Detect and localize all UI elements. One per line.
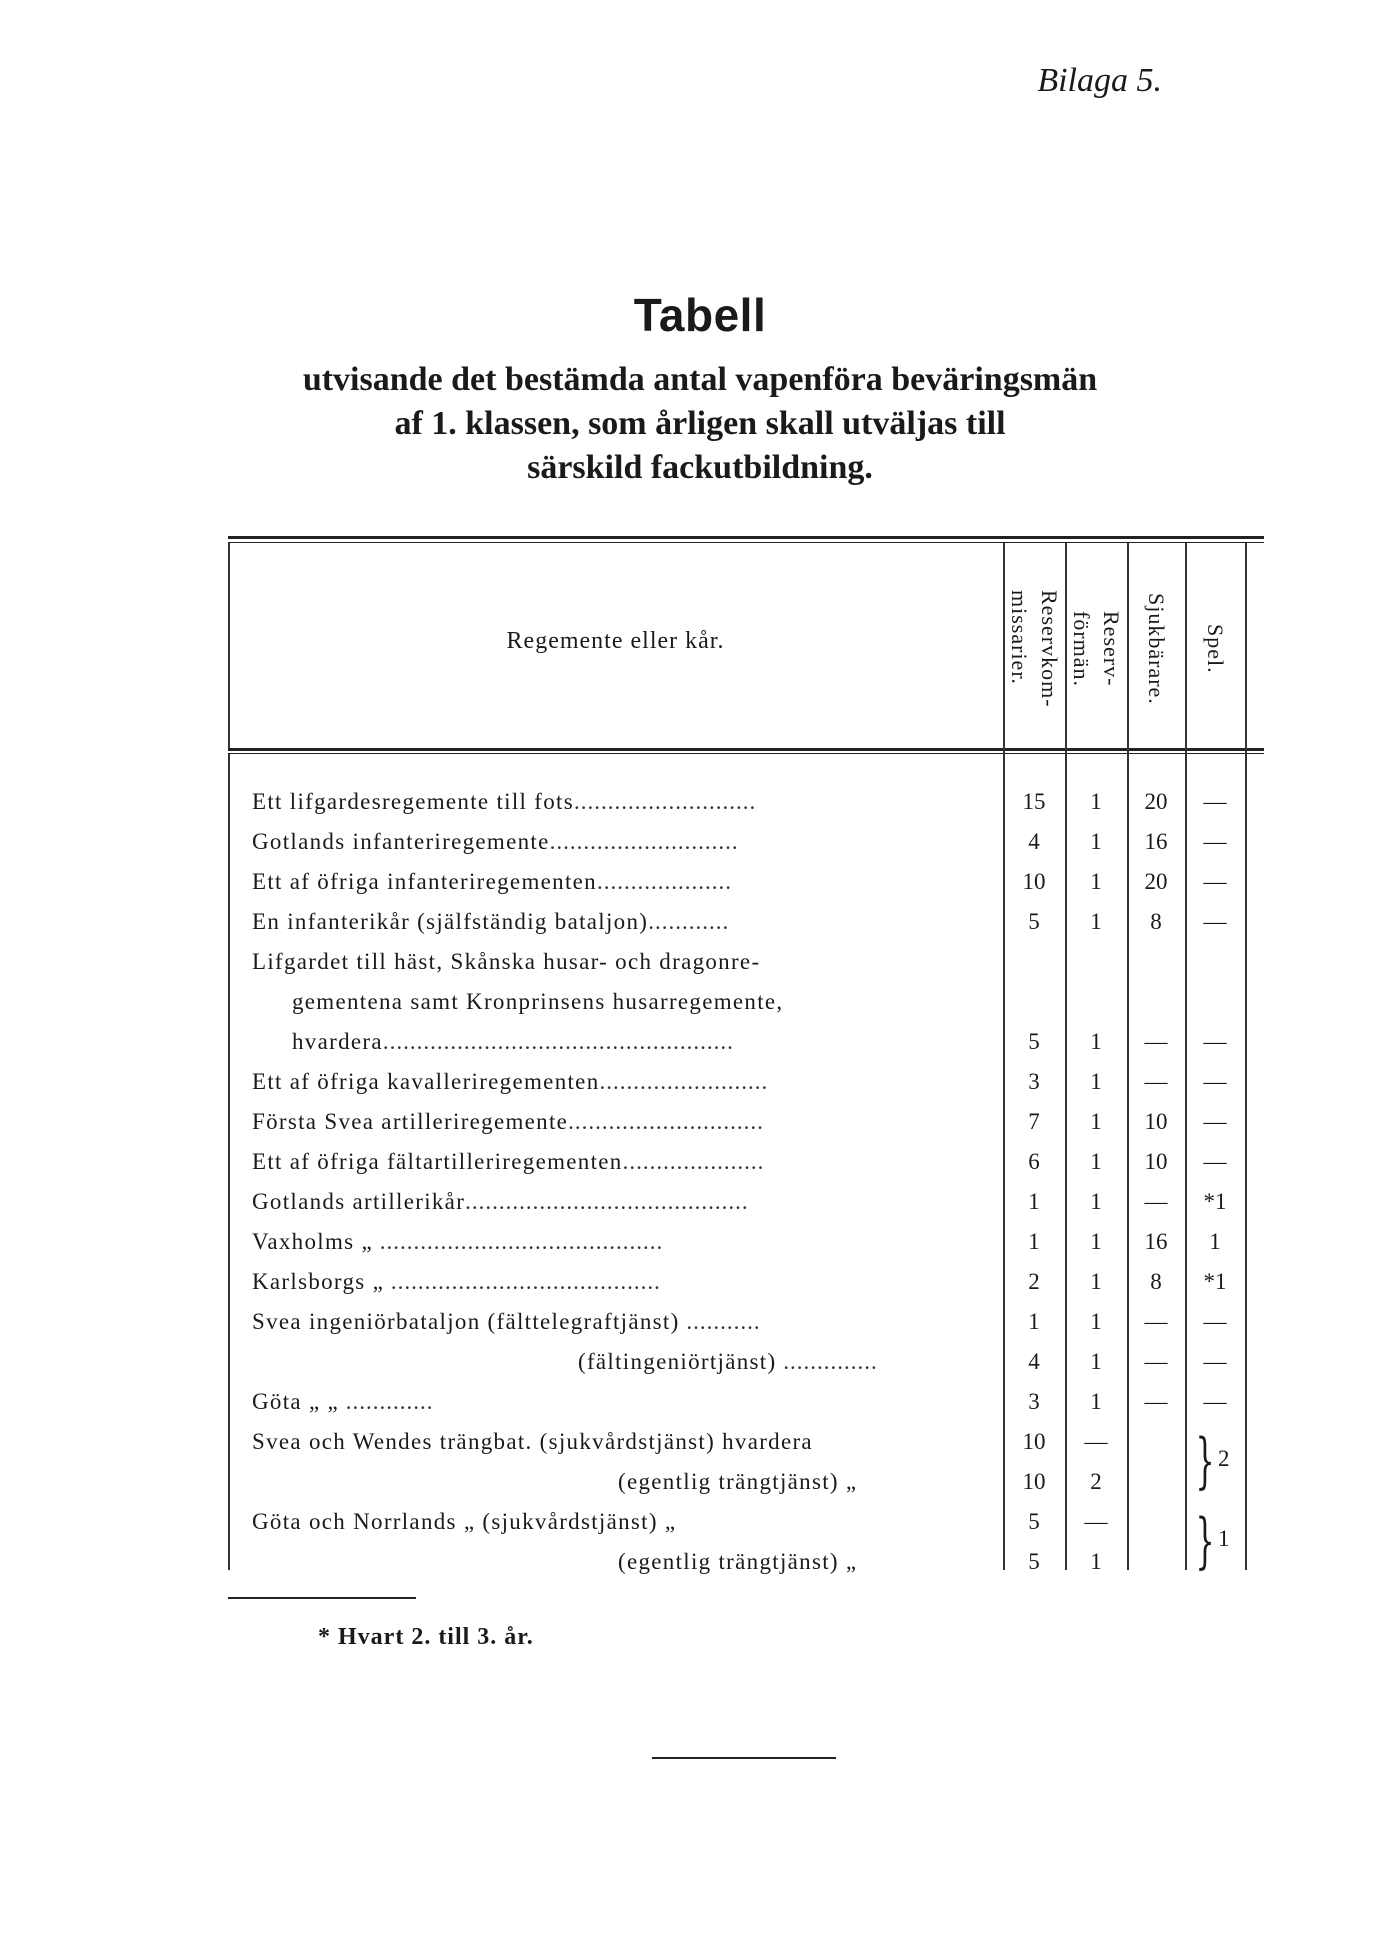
table-row: [228, 1262, 1264, 1302]
header-line: missarier.: [1007, 590, 1032, 686]
row-leader-dots: ..........................................: [465, 1189, 749, 1214]
table-cell: 1: [1209, 1229, 1221, 1254]
row-text: Göta och Norrlands „ (sjukvårdstjänst) „: [252, 1509, 677, 1534]
header-line: Reserv-: [1099, 610, 1124, 687]
brace-value: 2: [1218, 1446, 1230, 1471]
row-label: [252, 1182, 749, 1222]
table-cell: 1: [1090, 1269, 1102, 1294]
row-leader-dots: .............................: [568, 1109, 764, 1134]
row-leader-dots: ..............: [776, 1349, 878, 1374]
subtitle-line: särskild fackutbildning.: [527, 449, 873, 486]
table-cell: 3: [1028, 1389, 1040, 1414]
table-cell: 1: [1090, 829, 1102, 854]
table-cell: —: [1144, 1309, 1168, 1334]
table-cell: [1185, 1422, 1245, 1462]
table-cell: —: [1203, 1389, 1227, 1414]
row-label: [252, 782, 756, 822]
table-cell: 1: [1090, 1069, 1102, 1094]
row-leader-dots: ...........................: [573, 789, 757, 814]
table-cell: [1127, 1422, 1185, 1462]
row-label: [252, 1422, 813, 1462]
table-row: [228, 1342, 1264, 1382]
row-label: [618, 1542, 857, 1582]
row-text: Första Svea artilleriregemente: [252, 1109, 569, 1134]
row-text: Ett af öfriga fältartilleriregementen: [252, 1149, 623, 1174]
row-label: [252, 862, 732, 902]
table-row: [228, 1302, 1264, 1342]
table-cell: —: [1144, 1069, 1168, 1094]
table-cell: 4: [1028, 829, 1040, 854]
table-cell: 5: [1028, 1509, 1040, 1534]
row-leader-dots: .....................: [622, 1149, 765, 1174]
row-leader-dots: ....................: [596, 869, 732, 894]
row-text: Lifgardet till häst, Skånska husar- och dragonre-: [252, 949, 761, 974]
table-row: [228, 1502, 1264, 1542]
row-text: gementena samt Kronprinsens husarregemente,: [292, 989, 784, 1014]
row-text: (fältingeniörtjänst): [578, 1349, 777, 1374]
row-leader-dots: ............................: [549, 829, 739, 854]
table-cell: —: [1084, 1509, 1108, 1534]
table-cell: [1003, 982, 1065, 1022]
table-cell: 6: [1028, 1149, 1040, 1174]
table-cell: 5: [1028, 1029, 1040, 1054]
table-cell: 5: [1028, 1549, 1040, 1574]
table-cell: 1: [1028, 1229, 1040, 1254]
row-leader-dots: .........................: [599, 1069, 769, 1094]
table-cell: 10: [1022, 1429, 1046, 1454]
table-cell: —: [1144, 1349, 1168, 1374]
row-leader-dots: ....................................................: [382, 1029, 734, 1054]
table-cell: 2: [1028, 1269, 1040, 1294]
footnote: * Hvart 2. till 3. år.: [318, 1624, 534, 1650]
table-cell: 16: [1144, 1229, 1168, 1254]
table-cell: [1065, 982, 1127, 1022]
row-label: [252, 902, 729, 942]
table-cell: 1: [1090, 789, 1102, 814]
row-leader-dots: .............: [339, 1389, 434, 1414]
header-spel: [1185, 554, 1245, 744]
table-row: [228, 822, 1264, 862]
table-row: [228, 1062, 1264, 1102]
row-text: Gotlands infanteriregemente: [252, 829, 550, 854]
table-cell: [1065, 942, 1127, 982]
table-cell: 1: [1090, 1029, 1102, 1054]
table-cell: 1: [1090, 1309, 1102, 1334]
header-line: Sjukbärare.: [1144, 593, 1169, 705]
table-body: [228, 782, 1264, 1582]
table-cell: —: [1144, 1389, 1168, 1414]
brace-icon: }: [1195, 1506, 1215, 1576]
table-cell: —: [1203, 829, 1227, 854]
row-text: Vaxholms „: [252, 1229, 373, 1254]
table-row: [228, 902, 1264, 942]
row-text: Göta „ „: [252, 1389, 340, 1414]
row-text: hvardera: [292, 1029, 383, 1054]
table-cell: [1127, 942, 1185, 982]
table-cell: 1: [1028, 1189, 1040, 1214]
table-cell: [1127, 1502, 1185, 1542]
footnote-rule: [228, 1597, 416, 1599]
brace-icon: }: [1195, 1426, 1215, 1496]
end-rule: [652, 1757, 836, 1759]
row-label: [252, 822, 739, 862]
table-cell: 15: [1022, 789, 1046, 814]
table-cell: —: [1144, 1189, 1168, 1214]
page-title: Tabell: [633, 289, 767, 341]
row-text: Gotlands artillerikår: [252, 1189, 466, 1214]
data-table: [228, 536, 1264, 1576]
table-cell: *1: [1203, 1269, 1227, 1294]
header-line: Spel.: [1203, 624, 1228, 674]
subtitle-line: utvisande det bestämda antal vapenföra beväringsmän: [302, 361, 1098, 398]
table-row: [228, 1462, 1264, 1502]
table-cell: 8: [1150, 909, 1162, 934]
table-row: [228, 1422, 1264, 1462]
row-label: [292, 982, 783, 1022]
table-cell: [1127, 1462, 1185, 1502]
row-label: [252, 1302, 761, 1342]
table-cell: 4: [1028, 1349, 1040, 1374]
brace-value: 1: [1218, 1526, 1230, 1551]
page-label: Bilaga 5.: [1037, 62, 1162, 99]
row-label: [252, 1262, 661, 1302]
row-label: [252, 942, 760, 982]
row-label: [252, 1102, 764, 1142]
table-cell: —: [1203, 789, 1227, 814]
header-bottom-rule-thin: [228, 753, 1264, 754]
table-row: [228, 1182, 1264, 1222]
row-text: (egentlig trängtjänst) „: [618, 1549, 858, 1574]
table-cell: —: [1203, 1109, 1227, 1134]
subtitle: [200, 358, 1200, 490]
row-label: [618, 1462, 857, 1502]
header-reservforman: [1065, 554, 1127, 744]
table-cell: —: [1203, 1309, 1227, 1334]
table-row: [228, 1102, 1264, 1142]
row-label: [292, 1022, 734, 1062]
table-row: [228, 862, 1264, 902]
table-cell: 10: [1144, 1109, 1168, 1134]
table-cell: —: [1203, 869, 1227, 894]
subtitle-line: af 1. klassen, som årligen skall utväljas till: [394, 405, 1006, 442]
row-label: [252, 1502, 676, 1542]
table-row: [228, 1022, 1264, 1062]
header-line: Reservkom-: [1037, 590, 1062, 708]
row-label: [252, 1142, 764, 1182]
table-cell: 1: [1090, 1189, 1102, 1214]
row-label: [252, 1062, 768, 1102]
row-text: En infanterikår (själfständig bataljon): [252, 909, 649, 934]
table-cell: 20: [1144, 869, 1168, 894]
row-leader-dots: ...........: [679, 1309, 761, 1334]
table-cell: 1: [1090, 1349, 1102, 1374]
table-cell: —: [1144, 1029, 1168, 1054]
table-cell: 1: [1090, 1549, 1102, 1574]
header-bottom-rule: [228, 748, 1264, 751]
row-leader-dots: ........................................: [384, 1269, 661, 1294]
row-label: [578, 1342, 878, 1382]
row-label: [252, 1222, 663, 1262]
table-row: [228, 942, 1264, 982]
table-cell: 5: [1028, 909, 1040, 934]
table-cell: 8: [1150, 1269, 1162, 1294]
table-cell: —: [1084, 1429, 1108, 1454]
table-cell: 1: [1090, 1229, 1102, 1254]
table-cell: 1: [1090, 1109, 1102, 1134]
table-cell: —: [1203, 1069, 1227, 1094]
table-cell: [1003, 942, 1065, 982]
table-cell: —: [1203, 909, 1227, 934]
table-cell: —: [1203, 1349, 1227, 1374]
table-cell: 1: [1090, 909, 1102, 934]
row-label: [252, 1382, 434, 1422]
row-text: Ett af öfriga kavalleriregementen: [252, 1069, 600, 1094]
row-leader-dots: ..........................................: [372, 1229, 664, 1254]
table-cell: 1: [1090, 869, 1102, 894]
table-cell: *1: [1203, 1189, 1227, 1214]
table-row: [228, 1382, 1264, 1422]
table-cell: [1185, 942, 1245, 982]
table-row: [228, 1542, 1264, 1582]
table-row: [228, 1142, 1264, 1182]
table-cell: —: [1203, 1149, 1227, 1174]
row-text: (egentlig trängtjänst) „: [618, 1469, 858, 1494]
table-cell: [1127, 982, 1185, 1022]
header-line: förmän.: [1069, 610, 1094, 688]
table-cell: —: [1203, 1029, 1227, 1054]
table-cell: 1: [1090, 1149, 1102, 1174]
row-text: Ett af öfriga infanteriregementen: [252, 869, 597, 894]
table-row: [228, 982, 1264, 1022]
header-reservkommissarier: [1003, 554, 1065, 744]
table-cell: [1185, 1502, 1245, 1542]
table-row: [228, 782, 1264, 822]
row-text: Svea och Wendes trängbat. (sjukvårdstjänst) hvardera: [252, 1429, 813, 1454]
table-cell: [1127, 1542, 1185, 1582]
table-cell: 3: [1028, 1069, 1040, 1094]
table-cell: [1185, 1462, 1245, 1502]
table-cell: 1: [1090, 1389, 1102, 1414]
row-text: Ett lifgardesregemente till fots: [252, 789, 574, 814]
header-sjukbarare: [1127, 554, 1185, 744]
table-cell: [1185, 982, 1245, 1022]
row-leader-dots: ............: [648, 909, 730, 934]
table-cell: 10: [1144, 1149, 1168, 1174]
table-row: [228, 1222, 1264, 1262]
row-text: Karlsborgs „: [252, 1269, 385, 1294]
table-cell: 16: [1144, 829, 1168, 854]
table-cell: 20: [1144, 789, 1168, 814]
row-text: Svea ingeniörbataljon (fälttelegraftjänst): [252, 1309, 680, 1334]
table-cell: 1: [1028, 1309, 1040, 1334]
table-cell: 10: [1022, 869, 1046, 894]
table-cell: 10: [1022, 1469, 1046, 1494]
header-regemente: Regemente eller kår.: [506, 627, 725, 654]
table-cell: 2: [1090, 1469, 1102, 1494]
table-cell: [1185, 1542, 1245, 1582]
table-cell: 7: [1028, 1109, 1040, 1134]
